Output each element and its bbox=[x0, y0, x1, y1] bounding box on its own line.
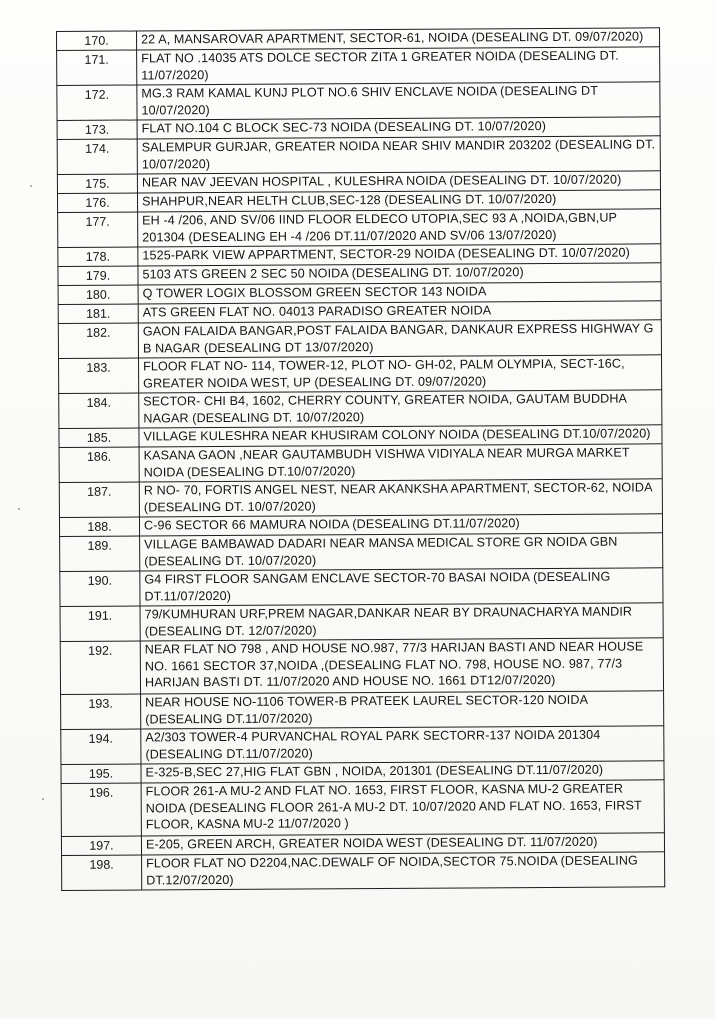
serial-number: 186. bbox=[59, 447, 139, 482]
serial-number: 174. bbox=[57, 139, 137, 174]
serial-number: 179. bbox=[58, 266, 138, 285]
table-row bbox=[57, 136, 660, 175]
serial-number: 198. bbox=[62, 855, 142, 890]
address-cell: FLOOR FLAT NO- 114, TOWER-12, PLOT NO- GH-02, PALM OLYMPIA, SECT-16C, GREATER NOIDA WEST, UP (DESEALING DT. 09/07/2020) bbox=[138, 355, 661, 393]
table-row bbox=[61, 780, 664, 837]
serial-number: 177. bbox=[58, 212, 138, 247]
serial-number: 185. bbox=[59, 428, 139, 447]
address-cell: EH -4 /206, AND SV/06 IIND FLOOR ELDECO UTOPIA,SEC 93 A ,NOIDA,GBN,UP 201304 (DESEALING EH -4 /206 DT.11/07/2020 AND SV/06 13/07/2020) bbox=[138, 209, 661, 247]
serial-number: 181. bbox=[58, 304, 138, 323]
scan-speck bbox=[18, 508, 20, 510]
serial-number: 170. bbox=[57, 31, 137, 50]
table-row bbox=[57, 47, 660, 86]
serial-number: 173. bbox=[57, 120, 137, 139]
table-row bbox=[61, 726, 664, 765]
serial-number: 176. bbox=[57, 193, 137, 212]
table-row bbox=[60, 568, 663, 607]
table-row bbox=[58, 209, 661, 248]
address-cell: FLOOR 261-A MU-2 AND FLAT NO. 1653, FIRST FLOOR, KASNA MU-2 GREATER NOIDA (DESEALING FLOOR 261-A MU-2 DT. 10/07/2020 AND FLAT NO. 1653, FIRST FLOOR, KASNA MU-2 11/07/2020 ) bbox=[141, 780, 664, 836]
serial-number: 191. bbox=[60, 606, 140, 641]
serial-number: 183. bbox=[59, 358, 139, 393]
address-cell: KASANA GAON ,NEAR GAUTAMBUDH VISHWA VIDIYALA NEAR MURGA MARKET NOIDA (DESEALING DT.10/07/2020) bbox=[139, 444, 662, 482]
scan-speck bbox=[30, 185, 32, 187]
address-cell: E-325-B,SEC 27,HIG FLAT GBN , NOIDA, 201301 (DESEALING DT.11/07/2020) bbox=[141, 761, 664, 783]
address-cell: SHAHPUR,NEAR HELTH CLUB,SEC-128 (DESEALING DT. 10/07/2020) bbox=[137, 190, 660, 212]
table-row bbox=[60, 533, 663, 572]
address-cell: 5103 ATS GREEN 2 SEC 50 NOIDA (DESEALING DT. 10/07/2020) bbox=[138, 263, 661, 285]
address-cell: ATS GREEN FLAT NO. 04013 PARADISO GREATER NOIDA bbox=[138, 301, 661, 323]
address-cell: FLOOR FLAT NO D2204,NAC.DEWALF OF NOIDA,SECTOR 75.NOIDA (DESEALING DT.12/07/2020) bbox=[142, 852, 665, 890]
serial-number: 190. bbox=[60, 571, 140, 606]
address-cell: E-205, GREEN ARCH, GREATER NOIDA WEST (DESEALING DT. 11/07/2020) bbox=[141, 833, 664, 855]
sealed-premises-table bbox=[56, 27, 665, 891]
address-cell: C-96 SECTOR 66 MAMURA NOIDA (DESEALING DT.11/07/2020) bbox=[139, 514, 662, 536]
table-row bbox=[59, 355, 662, 394]
address-cell: NEAR NAV JEEVAN HOSPITAL , KULESHRA NOIDA (DESEALING DT. 10/07/2020) bbox=[137, 171, 660, 193]
serial-number: 192. bbox=[60, 641, 140, 694]
address-cell: SALEMPUR GURJAR, GREATER NOIDA NEAR SHIV MANDIR 203202 (DESEALING DT. 10/07/2020) bbox=[137, 136, 660, 174]
serial-number: 171. bbox=[57, 50, 137, 85]
table-row bbox=[59, 390, 662, 429]
address-cell: NEAR FLAT NO 798 , AND HOUSE NO.987, 77/3 HARIJAN BASTI AND NEAR HOUSE NO. 1661 SECTOR 37,NOIDA ,(DESEALING FLAT NO. 798, HOUSE NO. 987, 77/3 HARIJAN BASTI DT. 11/07/2020 AND HOUSE NO. 1661 DT12/07/2020) bbox=[140, 638, 663, 694]
serial-number: 194. bbox=[61, 729, 141, 764]
serial-number: 187. bbox=[59, 482, 139, 517]
table-row bbox=[59, 479, 662, 518]
serial-number: 193. bbox=[61, 694, 141, 729]
table-row bbox=[57, 82, 660, 121]
table-row bbox=[58, 320, 661, 359]
address-cell: GAON FALAIDA BANGAR,POST FALAIDA BANGAR, DANKAUR EXPRESS HIGHWAY G B NAGAR (DESEALING DT 13/07/2020) bbox=[138, 320, 661, 358]
serial-number: 180. bbox=[58, 285, 138, 304]
serial-number: 175. bbox=[57, 174, 137, 193]
table-row bbox=[60, 638, 663, 695]
scan-speck bbox=[42, 798, 44, 800]
serial-number: 196. bbox=[61, 783, 141, 836]
address-cell: 1525-PARK VIEW APPARTMENT, SECTOR-29 NOIDA (DESEALING DT. 10/07/2020) bbox=[138, 244, 661, 266]
address-cell: G4 FIRST FLOOR SANGAM ENCLAVE SECTOR-70 BASAI NOIDA (DESEALING DT.11/07/2020) bbox=[140, 568, 663, 606]
serial-number: 184. bbox=[59, 393, 139, 428]
address-cell: VILLAGE BAMBAWAD DADARI NEAR MANSA MEDICAL STORE GR NOIDA GBN (DESEALING DT. 10/07/2020) bbox=[140, 533, 663, 571]
address-cell: 79/KUMHURAN URF,PREM NAGAR,DANKAR NEAR BY DRAUNACHARYA MANDIR (DESEALING DT. 12/07/2020) bbox=[140, 603, 663, 641]
address-cell: MG.3 RAM KAMAL KUNJ PLOT NO.6 SHIV ENCLAVE NOIDA (DESEALING DT 10/07/2020) bbox=[137, 82, 660, 120]
table-row bbox=[60, 603, 663, 642]
address-cell: VILLAGE KULESHRA NEAR KHUSIRAM COLONY NOIDA (DESEALING DT.10/07/2020) bbox=[139, 425, 662, 447]
serial-number: 195. bbox=[61, 764, 141, 783]
table-row bbox=[61, 691, 664, 730]
serial-number: 182. bbox=[58, 323, 138, 358]
serial-number: 172. bbox=[57, 85, 137, 120]
address-cell: FLAT NO .14035 ATS DOLCE SECTOR ZITA 1 GREATER NOIDA (DESEALING DT. 11/07/2020) bbox=[137, 47, 660, 85]
table-row bbox=[62, 852, 665, 891]
address-cell: NEAR HOUSE NO-1106 TOWER-B PRATEEK LAUREL SECTOR-120 NOIDA (DESEALING DT.11/07/2020) bbox=[141, 691, 664, 729]
address-cell: SECTOR- CHI B4, 1602, CHERRY COUNTY, GREATER NOIDA, GAUTAM BUDDHA NAGAR (DESEALING DT. 10/07/2020) bbox=[139, 390, 662, 428]
serial-number: 178. bbox=[58, 247, 138, 266]
address-cell: FLAT NO.104 C BLOCK SEC-73 NOIDA (DESEALING DT. 10/07/2020) bbox=[137, 117, 660, 139]
serial-number: 197. bbox=[61, 836, 141, 855]
address-cell: A2/303 TOWER-4 PURVANCHAL ROYAL PARK SECTORR-137 NOIDA 201304 (DESEALING DT.11/07/2020) bbox=[141, 726, 664, 764]
serial-number: 188. bbox=[59, 517, 139, 536]
table-row bbox=[59, 444, 662, 483]
address-cell: R NO- 70, FORTIS ANGEL NEST, NEAR AKANKSHA APARTMENT, SECTOR-62, NOIDA (DESEALING DT. 10/07/2020) bbox=[139, 479, 662, 517]
address-cell: Q TOWER LOGIX BLOSSOM GREEN SECTOR 143 NOIDA bbox=[138, 282, 661, 304]
address-cell: 22 A, MANSAROVAR APARTMENT, SECTOR-61, NOIDA (DESEALING DT. 09/07/2020) bbox=[137, 28, 660, 50]
serial-number: 189. bbox=[60, 536, 140, 571]
